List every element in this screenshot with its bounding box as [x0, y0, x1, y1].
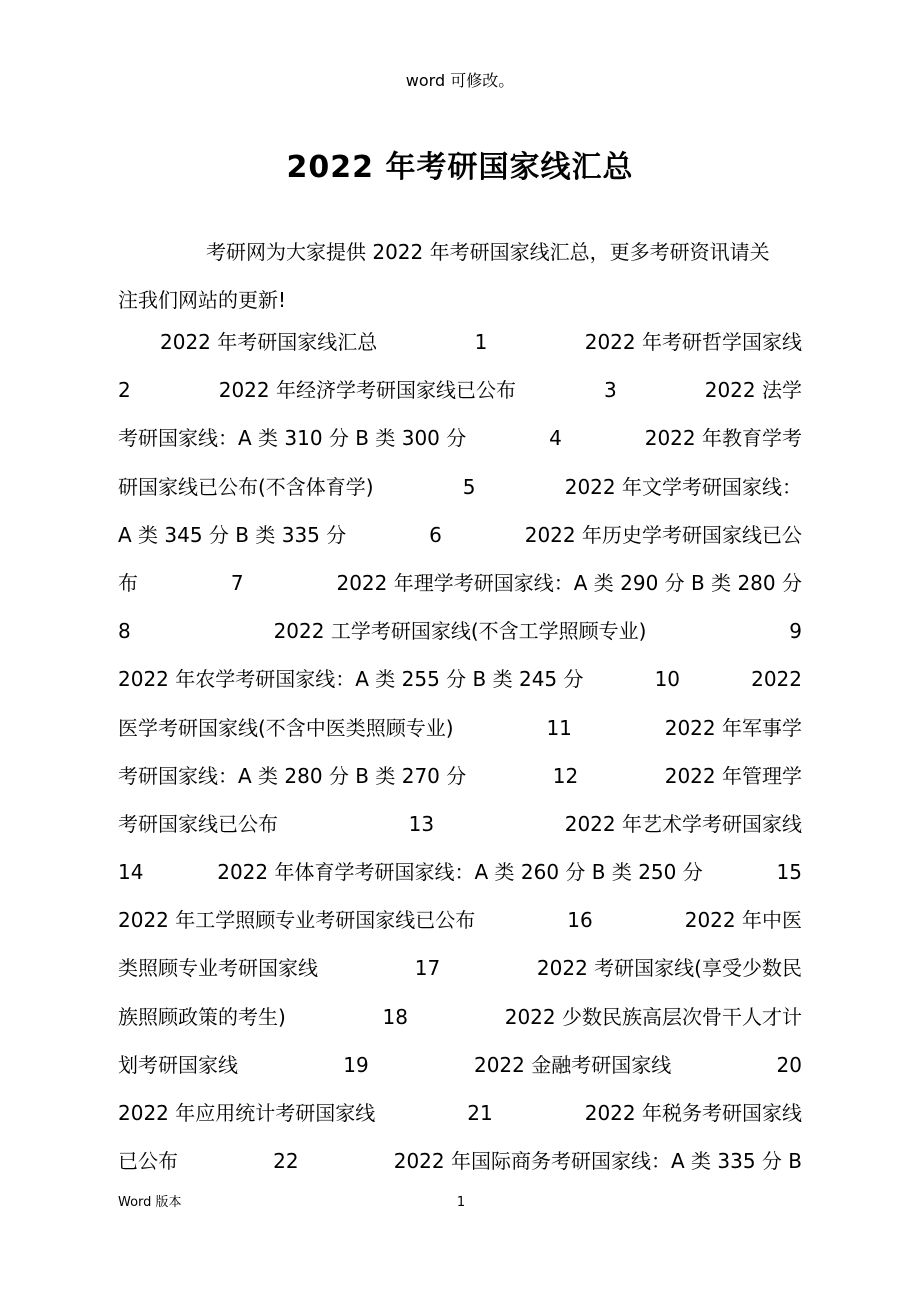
toc-line — [118, 463, 802, 511]
toc-segment: 2022 年经济学考研国家线已公布 — [218, 378, 516, 403]
toc-segment: 2022 工学考研国家线(不含工学照顾专业) — [273, 619, 647, 644]
toc-line — [118, 1041, 802, 1089]
toc-segment: 2022 年艺术学考研国家线 — [564, 811, 802, 836]
toc-segment: 2022 少数民族高层次骨干人才计 — [504, 1004, 802, 1029]
toc-line — [118, 414, 802, 462]
toc-segment: 研国家线已公布(不含体育学) — [118, 474, 374, 499]
toc-segment: 考研国家线：A 类 310 分 B 类 300 分 — [118, 426, 467, 451]
toc-segment: 5 — [462, 474, 476, 499]
toc-line — [118, 511, 802, 559]
toc-segment: 2022 年理学考研国家线：A 类 290 分 B 类 280 分 — [336, 570, 802, 595]
toc-segment: 2022 考研国家线(享受少数民 — [536, 956, 802, 981]
toc-segment: 类照顾专业考研国家线 — [118, 956, 318, 981]
toc-segment: A 类 345 分 B 类 335 分 — [118, 522, 347, 547]
toc-segment: 12 — [552, 763, 579, 788]
toc-segment: 划考研国家线 — [118, 1052, 238, 1077]
toc-line — [118, 752, 802, 800]
toc-segment: 22 — [273, 1149, 299, 1174]
toc-list — [118, 318, 802, 1185]
toc-segment: 3 — [604, 378, 617, 403]
document-title: 2022 年考研国家线汇总 — [286, 150, 634, 185]
toc-segment: 16 — [567, 908, 593, 933]
toc-segment: 2 — [118, 378, 131, 403]
toc-line — [118, 366, 802, 414]
toc-segment: 6 — [429, 522, 442, 547]
toc-segment: 17 — [414, 956, 441, 981]
toc-segment: 10 — [654, 667, 681, 692]
toc-segment: 2022 金融考研国家线 — [473, 1052, 672, 1077]
toc-segment: 21 — [467, 1101, 493, 1125]
intro-paragraph — [118, 228, 802, 324]
toc-segment: 2022 — [751, 667, 802, 692]
footer-label: Word 版本 — [118, 1195, 182, 1210]
toc-line — [118, 318, 802, 366]
toc-line — [118, 848, 802, 896]
toc-segment: 考研国家线：A 类 280 分 B 类 270 分 — [118, 763, 467, 788]
toc-segment: 2022 年考研国家线汇总 — [160, 330, 378, 354]
toc-segment: 已公布 — [118, 1149, 178, 1174]
header-note: word 可修改。 — [405, 71, 515, 90]
intro-line: 考研网为大家提供 2022 年考研国家线汇总，更多考研资讯请关 — [206, 240, 770, 264]
toc-segment: 2022 法学 — [704, 378, 802, 403]
intro-line: 注我们网站的更新! — [118, 288, 287, 312]
toc-segment: 13 — [408, 811, 435, 836]
toc-segment: 9 — [789, 619, 802, 644]
toc-segment: 2022 年历史学考研国家线已公 — [524, 522, 802, 547]
toc-segment: 19 — [343, 1052, 369, 1077]
toc-segment: 2022 年工学照顾专业考研国家线已公布 — [118, 908, 476, 933]
toc-segment: 2022 年农学考研国家线：A 类 255 分 B 类 245 分 — [118, 667, 584, 692]
toc-segment: 18 — [382, 1004, 408, 1029]
toc-segment: 2022 年国际商务考研国家线：A 类 335 分 B — [393, 1149, 802, 1174]
toc-segment: 2022 年税务考研国家线 — [584, 1101, 802, 1125]
toc-segment: 15 — [776, 860, 802, 885]
toc-segment: 2022 年文学考研国家线： — [564, 474, 802, 499]
toc-line — [118, 607, 802, 655]
footer-page-number: 1 — [456, 1195, 466, 1210]
toc-segment: 8 — [118, 619, 131, 644]
toc-line — [118, 896, 802, 944]
toc-segment: 11 — [546, 715, 572, 740]
toc-segment: 2022 年中医 — [684, 908, 802, 933]
toc-segment: 7 — [230, 570, 244, 595]
toc-segment: 医学考研国家线(不含中医类照顾专业) — [118, 715, 454, 740]
toc-segment: 4 — [549, 426, 562, 451]
toc-segment: 2022 年考研哲学国家线 — [584, 330, 802, 354]
toc-line — [118, 1137, 802, 1185]
toc-line — [118, 559, 802, 607]
toc-segment: 考研国家线已公布 — [118, 811, 278, 836]
toc-segment: 布 — [118, 570, 138, 595]
toc-segment: 20 — [776, 1052, 802, 1077]
toc-segment: 2022 年教育学考 — [644, 426, 802, 451]
toc-segment: 2022 年应用统计考研国家线 — [118, 1101, 376, 1125]
toc-segment: 2022 年军事学 — [664, 715, 802, 740]
toc-line — [118, 655, 802, 703]
toc-line — [118, 800, 802, 848]
toc-segment: 14 — [118, 860, 144, 885]
toc-line — [118, 1089, 802, 1137]
toc-line — [118, 704, 802, 752]
toc-segment: 族照顾政策的考生) — [118, 1004, 286, 1029]
toc-segment: 2022 年体育学考研国家线：A 类 260 分 B 类 250 分 — [217, 860, 703, 885]
toc-segment: 1 — [474, 330, 488, 354]
toc-segment: 2022 年管理学 — [664, 763, 802, 788]
toc-line — [118, 944, 802, 992]
toc-line — [118, 993, 802, 1041]
